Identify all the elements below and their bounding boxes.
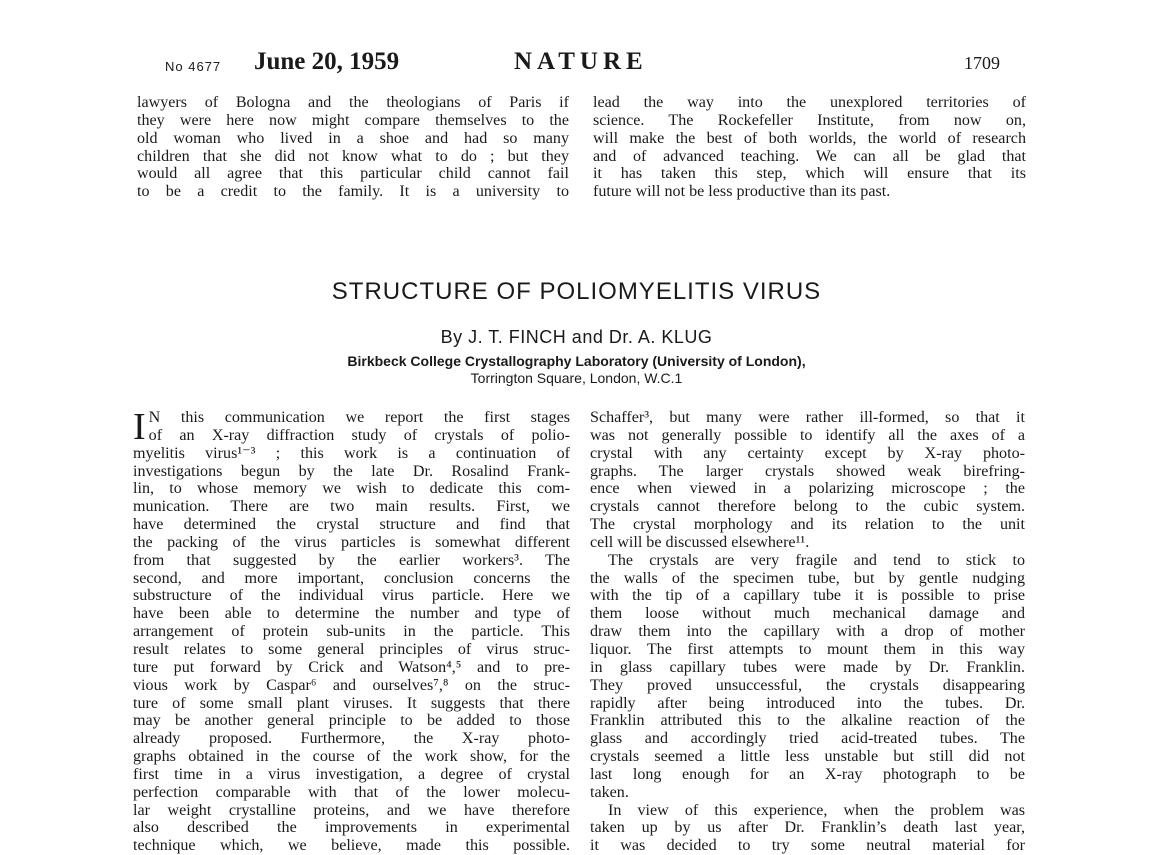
text-line: in glass capillary tubes were made by Dr. Franklin. [590,658,1025,676]
text-line: The crystals are very fragile and tend to stick to [608,551,1025,569]
text-line: they were here now might compare themselves to the [137,111,569,129]
text-line: myelitis virus¹⁻³ ; this work is a continuation of [133,444,570,462]
issue-number: No 4677 [165,59,222,74]
text-line: In view of this experience, when the problem was [608,801,1025,819]
text-line: N this communication we report the first stages [148,409,570,426]
text-line: old woman who lived in a shoe and had so many [137,129,569,147]
text-line: crystals cannot therefore belong to the cubic system. [590,498,1025,516]
text-line: first time in a virus investigation, a degree of crystal [133,765,570,783]
text-line: to be a credit to the family. It is a university to [137,183,569,201]
text-line: taken. [590,783,629,801]
text-line: They proved unsuccessful, the crystals disappearing [590,676,1025,694]
text-line: The crystal morphology and its relation to the unit [590,516,1025,534]
text-line: lar weight crystalline proteins, and we have therefore [133,801,570,819]
text-line: would all agree that this particular child cannot fail [137,165,569,183]
text-line: it has taken this step, which will ensure that its [593,165,1026,183]
text-line: graphs obtained in the course of the work show, for the [133,748,570,766]
text-line: future will not be less productive than its past. [593,183,891,201]
text-line: taken up by us after Dr. Franklin’s death last year, [590,819,1025,837]
text-line: with the tip of a capillary tube it is possible to prise [590,587,1025,605]
text-line: also described the improvements in experimental [133,819,570,837]
text-line: crystal with any certainty except by X-ray photo- [590,444,1025,462]
text-line: draw them into the capillary with a drop of mother [590,623,1025,641]
affiliation-line-2: Torrington Square, London, W.C.1 [470,370,683,386]
text-line: and of advanced teaching. We can all be glad that [593,147,1026,165]
text-line: second, and more important, conclusion concerns the [133,569,570,587]
text-line: was not generally possible to identify all the axes of a [590,426,1025,444]
text-line: ture put forward by Crick and Watson⁴,⁵ and to pre- [133,658,570,676]
text-line: graphs. The larger crystals showed weak birefring- [590,462,1025,480]
text-line: liquor. The first attempts to mount them in this way [590,640,1025,658]
article-left-column [133,406,570,855]
text-line: ence when viewed in a polarizing microscope ; the [590,480,1025,498]
text-line: investigations begun by the late Dr. Rosalind Frank- [133,462,570,480]
text-line: lawyers of Bologna and the theologians of Paris if [137,94,569,111]
prev-article-right-column [593,94,1026,201]
text-line: have been able to determine the number and type of [133,605,570,623]
text-line: Schaffer³, but many were rather ill-formed, so that it [590,409,1025,426]
text-line: cell will be discussed elsewhere¹¹. [590,533,810,551]
text-line: children that she did not know what to do ; but they [137,147,569,165]
affiliation-line-1: Birkbeck College Crystallography Laboratory (University of London), [347,353,806,369]
text-line: last long enough for an X-ray photograph to be [590,765,1025,783]
issue-date: June 20, 1959 [254,48,400,75]
journal-title: NATURE [514,48,648,75]
text-line: the walls of the specimen tube, but by gentle nudging [590,569,1025,587]
text-line: vious work by Caspar⁶ and ourselves⁷,⁸ on the struc- [133,676,570,694]
text-line: from that suggested by the earlier workers³. The [133,551,570,569]
text-line: the packing of the virus particles is somewhat different [133,533,570,551]
article-right-column [590,409,1025,855]
text-line: it was decided to try some neutral material for [590,837,1025,855]
text-line: may be another general principle to be added to those [133,712,570,730]
text-line: result relates to some general principles of virus struc- [133,640,570,658]
text-line: perfection comparable with that of the lower molecu- [133,783,570,801]
drop-cap: I [133,406,146,448]
text-line: of an X-ray diffraction study of crystals of polio- [148,426,570,444]
article-byline: By J. T. FINCH and Dr. A. KLUG [440,327,713,347]
text-line: will make the best of both worlds, the world of research [593,129,1026,147]
text-line: technique which, we believe, made this possible. [133,837,570,855]
text-line: already proposed. Furthermore, the X-ray photo- [133,730,570,748]
text-line: Franklin attributed this to the alkaline reaction of the [590,712,1025,730]
text-line: glass and accordingly tried acid-treated tubes. The [590,730,1025,748]
text-line: lead the way into the unexplored territories of [593,94,1026,111]
text-line: arrangement of protein sub-units in the particle. This [133,623,570,641]
text-line: rapidly after being introduced into the tubes. Dr. [590,694,1025,712]
page-number: 1709 [964,53,1000,73]
text-line: crystals seemed a little less unstable but still did not [590,748,1025,766]
text-line: munication. There are two main results. First, we [133,498,570,516]
text-line: ture of some small plant viruses. It suggests that there [133,694,570,712]
text-line: science. The Rockefeller Institute, from now on, [593,111,1026,129]
prev-article-left-column [137,94,569,201]
text-line: have determined the crystal structure and find that [133,516,570,534]
article-title: STRUCTURE OF POLIOMYELITIS VIRUS [331,278,822,305]
text-line: lin, to whose memory we wish to dedicate this com- [133,480,570,498]
text-line: them loose without much mechanical damage and [590,605,1025,623]
text-line: substructure of the individual virus particle. Here we [133,587,570,605]
